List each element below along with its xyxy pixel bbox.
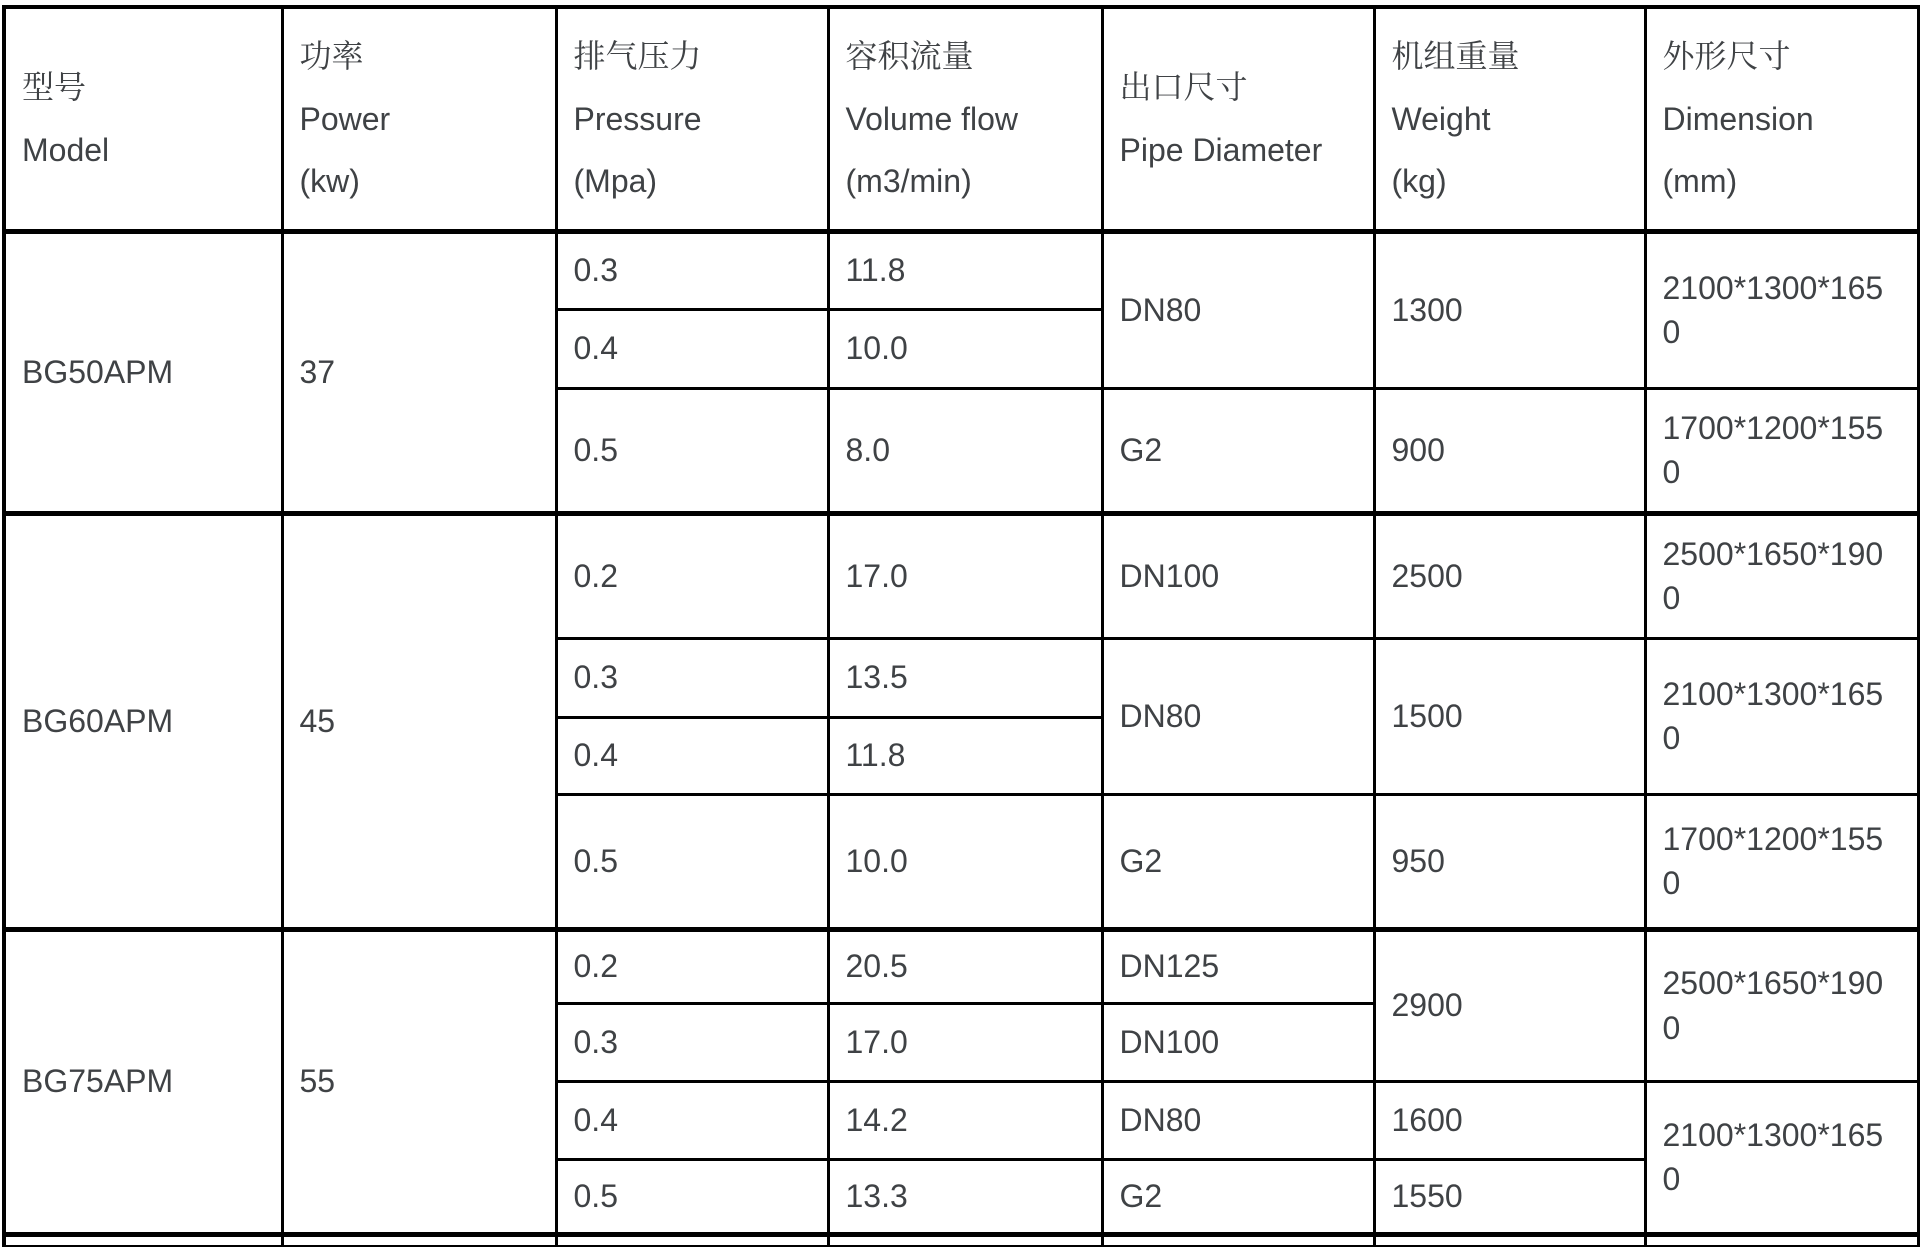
empty-cell: [1102, 1234, 1374, 1247]
flow-cell: 17.0: [828, 513, 1102, 638]
header-pressure-en: Pressure: [573, 100, 702, 137]
pipe-cell: DN100: [1102, 1003, 1374, 1081]
pressure-cell: 0.4: [556, 309, 828, 388]
header-flow-zh: 容积流量: [845, 38, 974, 75]
flow-cell: 14.2: [828, 1081, 1102, 1159]
pressure-cell: 0.3: [556, 638, 828, 717]
pressure-cell: 0.5: [556, 794, 828, 929]
weight-cell: 1500: [1374, 638, 1645, 794]
pipe-cell: DN80: [1102, 1081, 1374, 1159]
weight-cell: 950: [1374, 794, 1645, 929]
power-cell: 37: [282, 231, 556, 513]
header-power-en: Power: [299, 100, 391, 137]
column-header-flow: [828, 7, 1102, 231]
model-cell: BG60APM: [4, 513, 282, 929]
header-dimension-unit: (mm): [1662, 162, 1738, 199]
pressure-cell: 0.3: [556, 231, 828, 309]
pressure-cell: 0.2: [556, 513, 828, 638]
pipe-cell: DN80: [1102, 638, 1374, 794]
dimension-cell: 2100*1300*1650: [1645, 231, 1919, 388]
flow-cell: 11.8: [828, 231, 1102, 309]
flow-cell: 13.3: [828, 1159, 1102, 1234]
dimension-cell: 2500*1650*1900: [1645, 513, 1919, 638]
table-row-clipped: [4, 1234, 1919, 1247]
column-header-dimension: [1645, 7, 1919, 231]
power-cell: 45: [282, 513, 556, 929]
empty-cell: [1645, 1234, 1919, 1247]
column-header-power: [282, 7, 556, 231]
flow-cell: 13.5: [828, 638, 1102, 717]
flow-cell: 20.5: [828, 929, 1102, 1003]
column-header-model: [4, 7, 282, 231]
table-row: [4, 513, 1919, 638]
pressure-cell: 0.4: [556, 717, 828, 794]
header-dimension-zh: 外形尺寸: [1662, 38, 1791, 75]
table-row: [4, 929, 1919, 1003]
header-pressure-zh: 排气压力: [573, 38, 702, 75]
header-pipe-en: Pipe Diameter: [1119, 131, 1323, 168]
pipe-cell: G2: [1102, 1159, 1374, 1234]
dimension-cell: 1700*1200*1550: [1645, 388, 1919, 513]
header-model-en: Model: [22, 131, 110, 168]
header-weight-zh: 机组重量: [1391, 38, 1520, 75]
weight-cell: 2900: [1374, 929, 1645, 1081]
empty-cell: [4, 1234, 282, 1247]
column-header-pressure: [556, 7, 828, 231]
empty-cell: [282, 1234, 556, 1247]
weight-cell: 2500: [1374, 513, 1645, 638]
dimension-cell: 2500*1650*1900: [1645, 929, 1919, 1081]
pipe-cell: DN100: [1102, 513, 1374, 638]
pressure-cell: 0.3: [556, 1003, 828, 1081]
pipe-cell: G2: [1102, 794, 1374, 929]
pressure-cell: 0.4: [556, 1081, 828, 1159]
flow-cell: 10.0: [828, 794, 1102, 929]
weight-cell: 900: [1374, 388, 1645, 513]
weight-cell: 1600: [1374, 1081, 1645, 1159]
flow-cell: 17.0: [828, 1003, 1102, 1081]
table-row: [4, 231, 1919, 309]
model-cell: BG75APM: [4, 929, 282, 1234]
header-power-unit: (kw): [299, 162, 360, 199]
dimension-cell: 2100*1300*1650: [1645, 1081, 1919, 1234]
header-model-zh: 型号: [22, 69, 87, 106]
power-cell: 55: [282, 929, 556, 1234]
weight-cell: 1550: [1374, 1159, 1645, 1234]
pressure-cell: 0.5: [556, 1159, 828, 1234]
header-flow-en: Volume flow: [845, 100, 1019, 137]
header-pipe-zh: 出口尺寸: [1119, 69, 1248, 106]
empty-cell: [556, 1234, 828, 1247]
pipe-cell: DN80: [1102, 231, 1374, 388]
column-header-pipe: [1102, 7, 1374, 231]
weight-cell: 1300: [1374, 231, 1645, 388]
flow-cell: 11.8: [828, 717, 1102, 794]
header-row: [4, 7, 1919, 231]
pipe-cell: DN125: [1102, 929, 1374, 1003]
empty-cell: [828, 1234, 1102, 1247]
header-power-zh: 功率: [299, 38, 364, 75]
dimension-cell: 2100*1300*1650: [1645, 638, 1919, 794]
header-dimension-en: Dimension: [1662, 100, 1814, 137]
column-header-weight: [1374, 7, 1645, 231]
header-weight-unit: (kg): [1391, 162, 1447, 199]
flow-cell: 8.0: [828, 388, 1102, 513]
header-pressure-unit: (Mpa): [573, 162, 658, 199]
pressure-cell: 0.2: [556, 929, 828, 1003]
pipe-cell: G2: [1102, 388, 1374, 513]
model-cell: BG50APM: [4, 231, 282, 513]
dimension-cell: 1700*1200*1550: [1645, 794, 1919, 929]
flow-cell: 10.0: [828, 309, 1102, 388]
empty-cell: [1374, 1234, 1645, 1247]
spec-table: [2, 5, 1920, 1247]
header-flow-unit: (m3/min): [845, 162, 972, 199]
header-weight-en: Weight: [1391, 100, 1491, 137]
pressure-cell: 0.5: [556, 388, 828, 513]
